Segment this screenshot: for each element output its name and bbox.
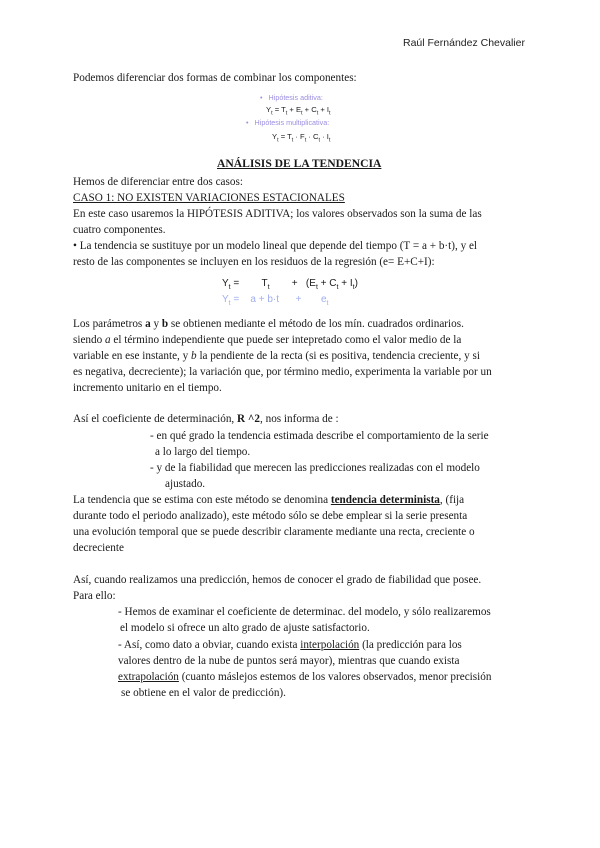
regression-equation-1: $Y_t$ = $T_t$ + $(E_t + C_t + I_t)$	[222, 278, 358, 291]
additive-formula: $Y_t = T_t + E_t + C_t + I_t$	[266, 105, 331, 117]
list-item: valores dentro de la nube de puntos será mayor), mientras que cuando exista	[118, 655, 460, 667]
list-item: - y de la fiabilidad que merecen las predicciones realizadas con el modelo	[150, 462, 480, 474]
multiplicative-formula: $Y_t = T_t \cdot F_t \cdot C_t \cdot I_t$	[272, 132, 331, 144]
paragraph-line: La tendencia que se estima con este método se denomina tendencia determinista, (fija	[73, 494, 465, 506]
bullet-icon: •	[260, 93, 263, 102]
paragraph-line: una evolución temporal que se puede describir claramente mediante una recta, creciente o	[73, 526, 475, 538]
additive-hypothesis-title	[260, 93, 323, 102]
paragraph-line: siendo a el término independiente que puede ser intepretado como el valor medio de la	[73, 334, 462, 346]
section-title: ANÁLISIS DE LA TENDENCIA	[217, 157, 382, 170]
paragraph-line: Hemos de diferenciar entre dos casos:	[73, 176, 243, 188]
author-name: Raúl Fernández Chevalier	[403, 37, 525, 49]
paragraph-line: variable en ese instante, y b la pendiente de la recta (si es positiva, tendencia creciente, y si	[73, 350, 480, 362]
bullet-icon: •	[246, 118, 249, 127]
paragraph-line: • La tendencia se sustituye por un modelo lineal que depende del tiempo (T = a + b·t), y el	[73, 240, 478, 252]
paragraph-line: Para ello:	[73, 590, 116, 602]
list-item: - Hemos de examinar el coeficiente de determinac. del modelo, y sólo realizaremos	[118, 606, 491, 618]
paragraph-line: decreciente	[73, 542, 124, 554]
list-item: - Así, como dato a obviar, cuando exista interpolación (la predicción para los	[118, 639, 462, 651]
multiplicative-hypothesis-title	[246, 118, 329, 127]
list-item: a lo largo del tiempo.	[155, 446, 251, 458]
paragraph-line: durante todo el periodo analizado), este método sólo se debe emplear si la serie presenta	[73, 510, 468, 522]
list-item: - en qué grado la tendencia estimada describe el comportamiento de la serie	[150, 430, 489, 442]
additive-hypothesis-label: Hipótesis aditiva:	[268, 93, 323, 102]
case-heading: CASO 1: NO EXISTEN VARIACIONES ESTACIONALES	[73, 192, 345, 204]
list-item: ajustado.	[165, 478, 206, 490]
multiplicative-hypothesis-label: Hipótesis multiplicativa:	[254, 118, 330, 127]
paragraph-line: En este caso usaremos la HIPÓTESIS ADITIVA; los valores observados son la suma de las	[73, 208, 482, 220]
regression-equation-2: $Y_t$ = a + b·t + $e_t$	[222, 294, 329, 307]
paragraph-line: cuatro componentes.	[73, 224, 166, 236]
list-item: se obtiene en el valor de predicción).	[121, 687, 286, 699]
intro-text: Podemos diferenciar dos formas de combinar los componentes:	[73, 72, 357, 84]
paragraph-line: resto de las componentes se incluyen en los residuos de la regresión (e= E+C+I):	[73, 256, 435, 268]
paragraph-line: Así el coeficiente de determinación, R ^2, nos informa de :	[73, 413, 339, 425]
paragraph-line: Así, cuando realizamos una predicción, hemos de conocer el grado de fiabilidad que posee.	[73, 574, 482, 586]
list-item: extrapolación (cuanto máslejos estemos de los valores observados, menor precisión	[118, 671, 492, 683]
list-item: el modelo si ofrece un alto grado de ajuste satisfactorio.	[120, 622, 370, 634]
paragraph-line: incremento unitario en el tiempo.	[73, 382, 222, 394]
paragraph-line: es negativa, decreciente); la variación que, por término medio, experimenta la variable por un	[73, 366, 492, 378]
paragraph-line: Los parámetros a y b se obtienen mediante el método de los mín. cuadrados ordinarios.	[73, 318, 464, 330]
